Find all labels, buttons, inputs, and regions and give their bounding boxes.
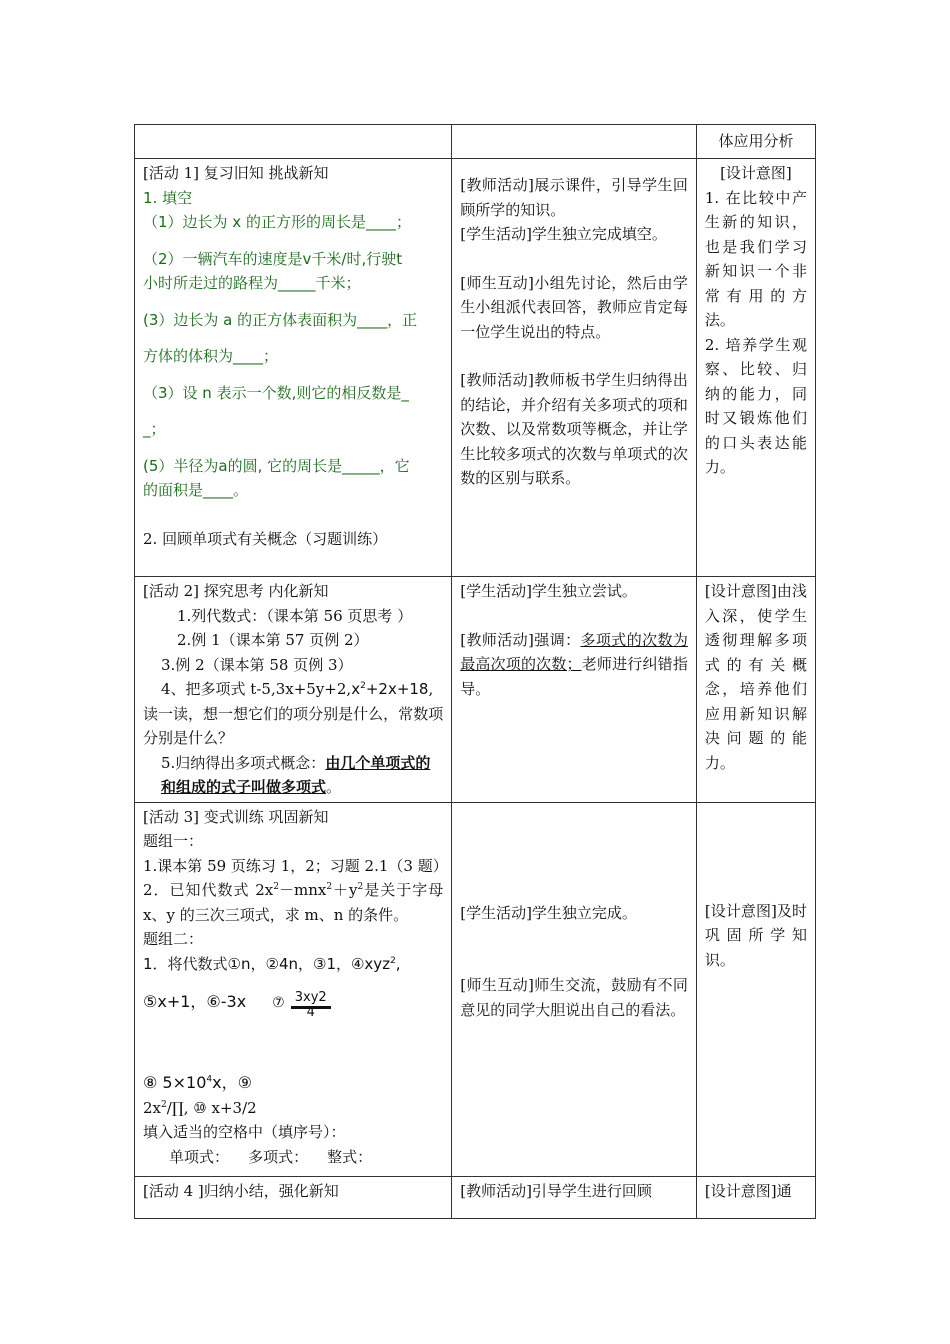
group-1-item-1: 1.课本第 59 页练习 1，2；习题 2.1（3 题） <box>143 856 448 875</box>
question-4-line-1: （3）设 n 表示一个数,则它的相反数是_ <box>143 383 409 402</box>
question-1: （1）边长为 x 的正方形的周长是____； <box>143 213 411 231</box>
header-cell-2 <box>452 125 697 159</box>
group-2-heading: 题组二： <box>143 930 204 948</box>
student-activity-3: [学生活动]学生独立完成。 <box>460 903 637 922</box>
activity-2-item-4-question: 读一读，想一想它们的项分别是什么，常数项分别是什么？ <box>143 704 444 747</box>
g2a-text: 1．将代数式①n，②4n，③1，④xyz <box>143 954 391 973</box>
g2c-part-1: ⑧ 5×10 <box>143 1073 207 1092</box>
question-5-line-1: (5）半径为a的圆, 它的周长是_____，它 <box>143 456 410 475</box>
design-intent-1b: 2. 培养学生观察、比较、归纳的能力，同时又锻炼他们的口头表达能力。 <box>704 335 807 476</box>
activity-2-item-4: 4、把多项式 $t-5,3x+5y+2,x^2+2x+18$, <box>161 680 434 698</box>
group-2-instruction: 填入适当的空格中（填序号）： <box>143 1123 346 1141</box>
activity-3-activities <box>452 802 697 1176</box>
activity-2-activities <box>452 577 697 803</box>
activity-4-intent <box>696 1176 815 1218</box>
review-monomial: 2. 回顾单项式有关概念（习题训练） <box>143 529 388 548</box>
g2-seven: ⑦ <box>272 995 285 1011</box>
g1b-part-4: 是关于字母 x、y 的三次三项式，求 m、n 的条件。 <box>143 881 444 924</box>
group-2-item-4 <box>143 1096 443 1121</box>
interaction-1: [师生互动]小组先讨论，然后由学生小组派代表回答，教师应肯定每一位学生说出的特点。 <box>460 273 688 341</box>
activity-1-intent <box>696 159 815 577</box>
question-3-line-1: (3）边长为 a 的正方体表面积为____，正 <box>143 310 418 329</box>
fraction-denominator: 4 <box>306 1005 315 1020</box>
activity-4-row <box>135 1176 816 1218</box>
group-1-heading: 题组一： <box>143 832 204 850</box>
g1b-sup-3: 2 <box>357 882 364 892</box>
g2d-sup: 2 <box>161 1099 167 1110</box>
polynomial-definition: 由几个单项式的和组成的式子叫做多项式 <box>161 753 431 796</box>
design-intent-title-1: [设计意图] <box>720 164 792 182</box>
activity-2-content <box>135 577 452 803</box>
header-cell-1 <box>135 125 452 159</box>
item-4-sup: 2 <box>360 681 366 691</box>
item-4-rest: +2x+18 <box>365 680 429 698</box>
g2b-text: ⑤x+1，⑥-3x <box>143 992 247 1011</box>
activity-3-title: [活动 3] 变式训练 巩固新知 <box>143 807 329 826</box>
design-intent-3: [设计意图]及时巩固所学知识。 <box>704 901 807 969</box>
activity-4-activities <box>452 1176 697 1218</box>
activity-4-title: [活动 4 ]归纳小结，强化新知 <box>143 1181 339 1200</box>
activity-4-content <box>135 1176 452 1218</box>
teacher-activity-2: [教师活动]教师板书学生归纳得出的结论，并介绍有关多项式的项和次数、以及常数项等概念，并让学生比较多项式的次数与单项式的次数的区别与联系。 <box>460 371 688 487</box>
g2d-rest: /∏, ⑩ x+3/2 <box>166 1098 257 1117</box>
g1b-sup-2: 2 <box>326 882 333 892</box>
teacher-activity-4: [教师活动]引导学生进行回顾 <box>460 1181 652 1200</box>
lesson-plan-table <box>134 124 816 1219</box>
student-activity-2: [学生活动]学生独立尝试。 <box>460 582 637 600</box>
activity-3-intent <box>696 802 815 1176</box>
g2a-sup: 2 <box>390 955 396 966</box>
activity-2-item-5 <box>143 751 443 800</box>
item-5-prefix: 5.归纳得出多项式概念： <box>161 753 326 772</box>
g1b-part-1: 2．已知代数式 2x <box>143 881 274 899</box>
activity-2-intent <box>696 577 815 803</box>
question-5-line-2: 的面积是____。 <box>143 481 249 499</box>
g1b-sup-1: 2 <box>273 882 279 892</box>
activity-2-item-1: 1.列代数式：（课本第 56 页思考 ） <box>177 606 413 625</box>
design-intent-1a: 1. 在比较中产生新的知识，也是我们学习新知识一个非常有用的方法。 <box>704 188 807 329</box>
activity-3-row <box>135 802 816 1176</box>
g1b-part-3: ＋y <box>332 881 358 899</box>
emphasis-rest: 老师进行纠错指导。 <box>460 655 688 698</box>
item-4-math: x <box>351 680 361 698</box>
activity-1-activities <box>452 159 697 577</box>
design-intent-2: [设计意图]由浅入深，使学生透彻理解多项式的有关概念，培养他们应用新知识解决问题的能力。 <box>704 582 807 772</box>
teacher-activity-1: [教师活动]展示课件，引导学生回顾所学的知识。 <box>460 176 688 219</box>
g2c-sup: 4 <box>206 1074 213 1085</box>
g2d-text: 2x <box>143 1098 162 1117</box>
fill-blank-heading: 1. 填空 <box>143 188 193 207</box>
question-2-line-1: （2）一辆汽车的速度是v千米/时,行驶t <box>143 249 403 268</box>
activity-2-item-2: 2.例 1（课本第 57 页例 2） <box>177 631 369 649</box>
group-2-blanks: 单项式： 多项式： 整式： <box>169 1147 373 1166</box>
activity-3-content <box>135 802 452 1176</box>
activity-1-title: [活动 1] 复习旧知 挑战新知 <box>143 164 329 182</box>
activity-1-content <box>135 159 452 577</box>
item-5-end: 。 <box>326 778 342 796</box>
emphasis-underlined: 多项式的次数为最高次项的次数； <box>460 630 688 673</box>
student-activity-1: [学生活动]学生独立完成填空。 <box>460 225 667 243</box>
group-2-item-3 <box>143 1071 443 1096</box>
g2c-part-2: x，⑨ <box>212 1073 252 1092</box>
emphasis-prefix: [教师活动]强调： <box>460 630 581 649</box>
activity-1-row <box>135 159 816 577</box>
design-intent-4: [设计意图]通 <box>704 1181 792 1200</box>
group-2-item-1: 1．将代数式①n，②4n，③1，④xyz$^2$, <box>143 954 401 973</box>
activity-2-item-3: 3.例 2（课本第 58 页例 3） <box>161 655 353 674</box>
activity-2-row <box>135 577 816 803</box>
question-2-line-2: 小时所走过的路程为_____千米； <box>143 274 361 292</box>
g1b-part-2: －mnx <box>278 881 327 899</box>
header-row <box>135 125 816 159</box>
header-col3-label: 体应用分析 <box>718 132 794 150</box>
group-1-item-2 <box>143 878 443 927</box>
item-4-text: 4、把多项式 t-5,3x+5y+2, <box>161 680 352 698</box>
activity-2-title: [活动 2] 探究思考 内化新知 <box>143 582 329 600</box>
header-cell-3 <box>696 125 815 159</box>
question-3-line-2: 方体的体积为____； <box>143 347 279 365</box>
interaction-3: [师生互动]师生交流，鼓励有不同意见的同学大胆说出自己的看法。 <box>460 976 688 1019</box>
fraction-numerator: 3xy2 <box>291 990 331 1009</box>
fraction <box>291 984 331 1021</box>
group-2-item-2 <box>143 984 443 1021</box>
teacher-activity-3 <box>460 628 688 702</box>
question-4-line-2: _； <box>143 420 166 438</box>
